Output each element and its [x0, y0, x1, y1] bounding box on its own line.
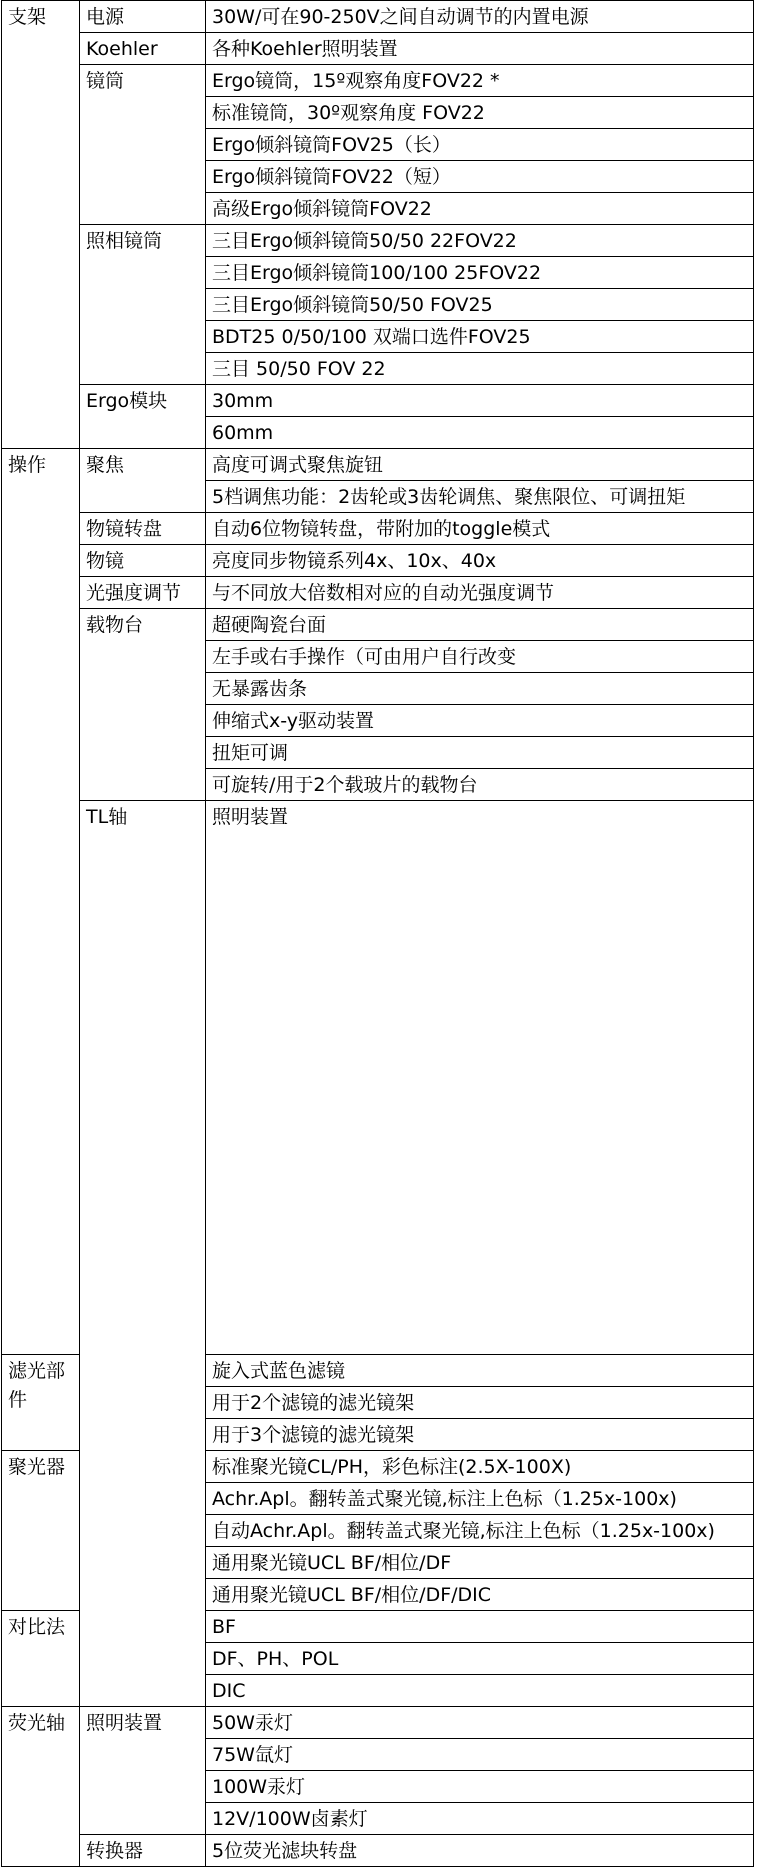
table-row	[2, 1707, 754, 1739]
spec-value-cell: 60mm	[206, 417, 754, 449]
subcategory-cell: Ergo模块	[80, 385, 206, 449]
subcategory-cell: 聚焦	[80, 449, 206, 513]
spec-value-cell: 三目 50/50 FOV 22	[206, 353, 754, 385]
spec-value-cell: Ergo倾斜镜筒FOV25（长）	[206, 129, 754, 161]
spec-value-cell: 与不同放大倍数相对应的自动光强度调节	[206, 577, 754, 609]
category-cell: TL轴	[80, 801, 206, 1707]
spec-value-cell: 三目Ergo倾斜镜筒50/50 FOV25	[206, 289, 754, 321]
spec-value-cell: 通用聚光镜UCL BF/相位/DF/DIC	[206, 1579, 754, 1611]
spec-value-cell: 12V/100W卤素灯	[206, 1803, 754, 1835]
spec-value-cell: 5位荧光滤块转盘	[206, 1835, 754, 1867]
spec-value-cell: 伸缩式x-y驱动装置	[206, 705, 754, 737]
spec-value-cell: 标准聚光镜CL/PH，彩色标注(2.5X-100X)	[206, 1451, 754, 1483]
spec-table	[1, 0, 754, 1867]
table-row	[2, 225, 754, 257]
spec-value-cell: 左手或右手操作（可由用户自行改变	[206, 641, 754, 673]
table-row	[2, 609, 754, 641]
spec-value-cell: 无暴露齿条	[206, 673, 754, 705]
spec-value-cell: 超硬陶瓷台面	[206, 609, 754, 641]
category-cell: 操作	[2, 449, 80, 1355]
spec-value-cell: 用于2个滤镜的滤光镜架	[206, 1387, 754, 1419]
table-row	[2, 577, 754, 609]
spec-value-cell: 亮度同步物镜系列4x、10x、40x	[206, 545, 754, 577]
spec-value-cell: 三目Ergo倾斜镜筒100/100 25FOV22	[206, 257, 754, 289]
subcategory-cell: 转换器	[80, 1835, 206, 1867]
subcategory-cell: 电源	[80, 1, 206, 33]
table-row	[2, 513, 754, 545]
spec-value-cell: 通用聚光镜UCL BF/相位/DF	[206, 1547, 754, 1579]
subcategory-cell: 照明装置	[206, 801, 754, 1355]
spec-value-cell: 高度可调式聚焦旋钮	[206, 449, 754, 481]
subcategory-cell: 载物台	[80, 609, 206, 801]
table-row	[2, 33, 754, 65]
table-row	[2, 801, 754, 1355]
table-row	[2, 1835, 754, 1867]
spec-value-cell: 75W氙灯	[206, 1739, 754, 1771]
subcategory-cell: 照明装置	[80, 1707, 206, 1835]
subcategory-cell: 滤光部件	[2, 1355, 80, 1451]
table-row	[2, 65, 754, 97]
spec-value-cell: DIC	[206, 1675, 754, 1707]
category-cell: 荧光轴	[2, 1707, 80, 1867]
spec-value-cell: Ergo镜筒，15º观察角度FOV22 *	[206, 65, 754, 97]
subcategory-cell: 物镜	[80, 545, 206, 577]
spec-value-cell: 100W汞灯	[206, 1771, 754, 1803]
subcategory-cell: Koehler	[80, 33, 206, 65]
spec-value-cell: 可旋转/用于2个载玻片的载物台	[206, 769, 754, 801]
table-row	[2, 449, 754, 481]
spec-value-cell: Ergo倾斜镜筒FOV22（短）	[206, 161, 754, 193]
spec-value-cell: 30mm	[206, 385, 754, 417]
spec-value-cell: 自动Achr.Apl。翻转盖式聚光镜,标注上色标（1.25x-100x)	[206, 1515, 754, 1547]
subcategory-cell: 聚光器	[2, 1451, 80, 1611]
table-row	[2, 385, 754, 417]
table-row	[2, 1, 754, 33]
spec-table-body	[2, 1, 754, 1867]
subcategory-cell: 对比法	[2, 1611, 80, 1707]
spec-value-cell: 三目Ergo倾斜镜筒50/50 22FOV22	[206, 225, 754, 257]
spec-value-cell: 高级Ergo倾斜镜筒FOV22	[206, 193, 754, 225]
spec-value-cell: Achr.Apl。翻转盖式聚光镜,标注上色标（1.25x-100x)	[206, 1483, 754, 1515]
table-row	[2, 545, 754, 577]
subcategory-cell: 光强度调节	[80, 577, 206, 609]
spec-value-cell: 各种Koehler照明装置	[206, 33, 754, 65]
spec-value-cell: 50W汞灯	[206, 1707, 754, 1739]
spec-value-cell: 扭矩可调	[206, 737, 754, 769]
spec-value-cell: DF、PH、POL	[206, 1643, 754, 1675]
subcategory-cell: 照相镜筒	[80, 225, 206, 385]
category-cell: 支架	[2, 1, 80, 449]
subcategory-cell: 镜筒	[80, 65, 206, 225]
spec-value-cell: 用于3个滤镜的滤光镜架	[206, 1419, 754, 1451]
subcategory-cell: 物镜转盘	[80, 513, 206, 545]
spec-value-cell: 自动6位物镜转盘，带附加的toggle模式	[206, 513, 754, 545]
spec-value-cell: 30W/可在90-250V之间自动调节的内置电源	[206, 1, 754, 33]
spec-value-cell: BDT25 0/50/100 双端口选件FOV25	[206, 321, 754, 353]
spec-value-cell: 标准镜筒，30º观察角度 FOV22	[206, 97, 754, 129]
spec-value-cell: BF	[206, 1611, 754, 1643]
spec-value-cell: 5档调焦功能：2齿轮或3齿轮调焦、聚焦限位、可调扭矩	[206, 481, 754, 513]
spec-value-cell: 旋入式蓝色滤镜	[206, 1355, 754, 1387]
